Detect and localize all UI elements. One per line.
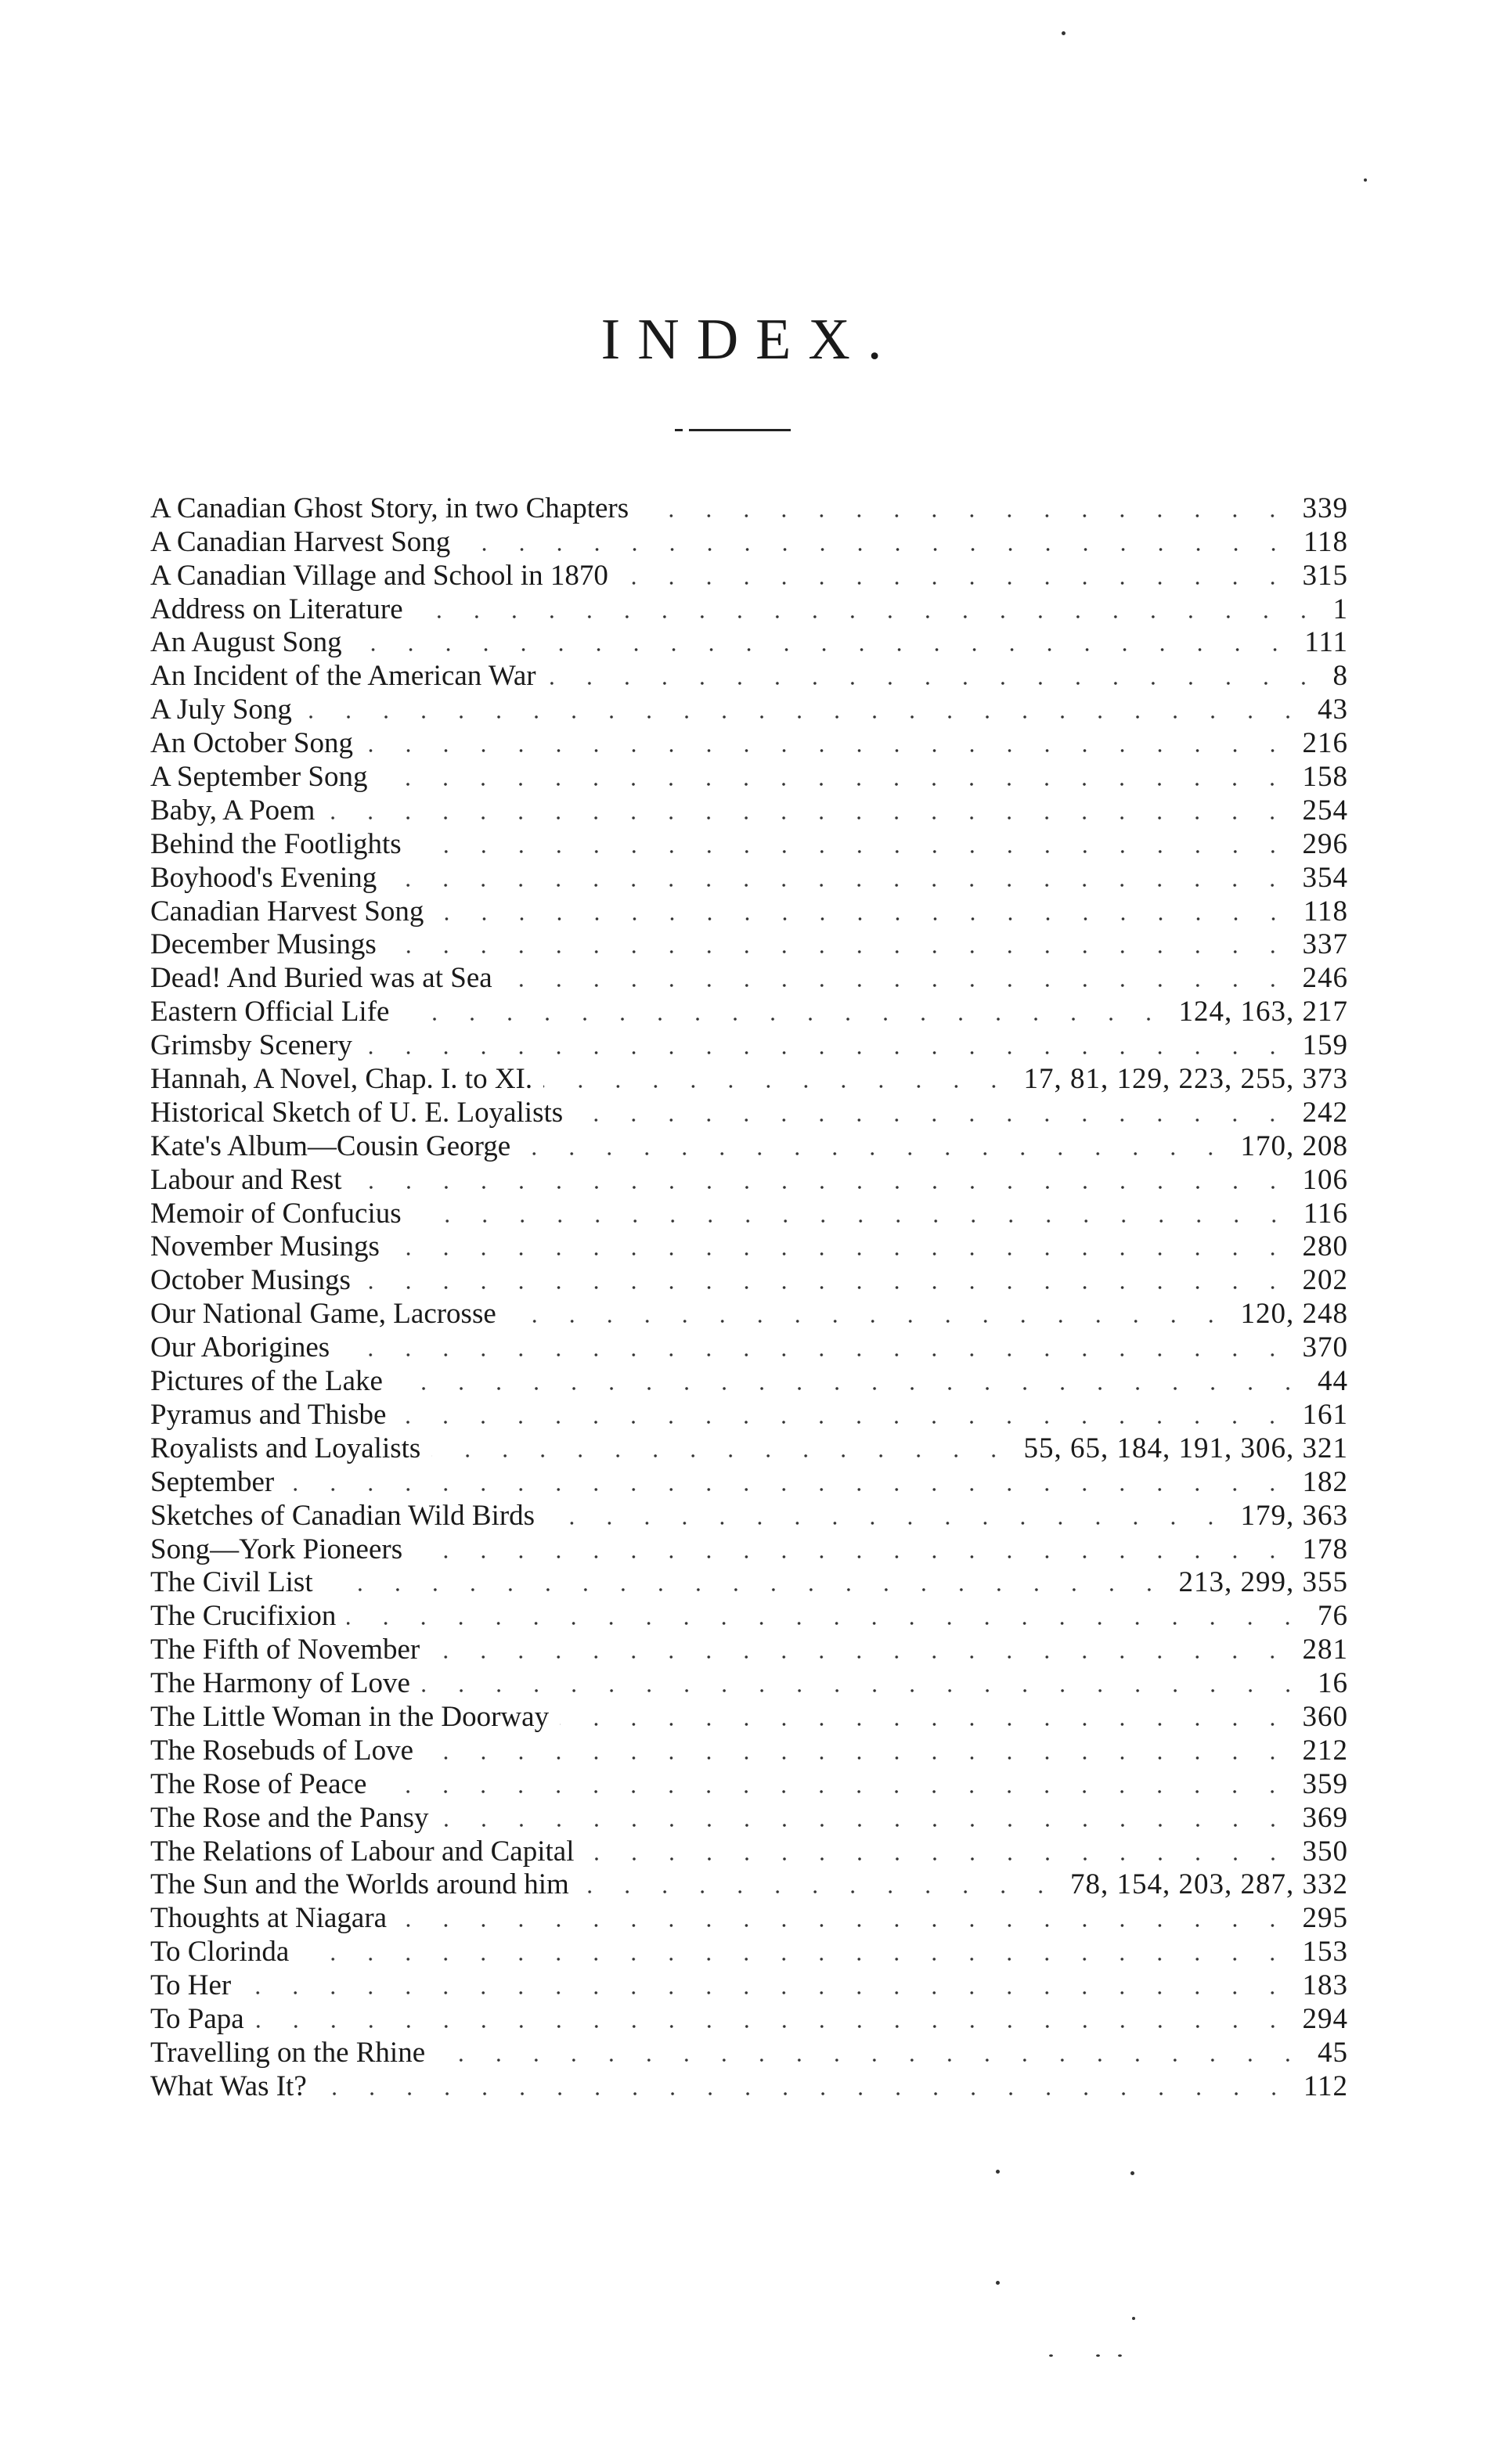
dot-leader bbox=[413, 1555, 1291, 1558]
dot-leader bbox=[363, 1051, 1292, 1054]
entry-title: October Musings bbox=[150, 1264, 351, 1297]
entry-title: To Papa bbox=[150, 2002, 244, 2035]
entry-title: Our National Game, Lacrosse bbox=[150, 1298, 496, 1331]
dot-leader bbox=[586, 1857, 1292, 1861]
dot-leader bbox=[461, 548, 1293, 551]
entry-title: December Musings bbox=[150, 928, 377, 961]
entry-pages: 153 bbox=[1302, 1936, 1348, 1969]
dot-leader bbox=[543, 1085, 1012, 1088]
entry-pages: 159 bbox=[1302, 1029, 1348, 1062]
entry-pages: 78, 154, 203, 287, 332 bbox=[1070, 1868, 1348, 1901]
dot-leader bbox=[377, 1790, 1291, 1793]
dot-leader bbox=[619, 582, 1292, 585]
index-entry bbox=[150, 559, 1348, 593]
dot-leader bbox=[388, 950, 1292, 953]
dot-leader bbox=[362, 1286, 1292, 1289]
dot-leader bbox=[421, 1689, 1307, 1692]
dot-leader bbox=[503, 984, 1292, 987]
entry-pages: 17, 81, 129, 223, 255, 373 bbox=[1023, 1063, 1348, 1096]
index-entry bbox=[150, 1566, 1348, 1600]
entry-title: To Her bbox=[150, 1969, 232, 2002]
entry-pages: 16 bbox=[1318, 1667, 1348, 1700]
entry-title: The Rose of Peace bbox=[150, 1767, 367, 1800]
entry-pages: 43 bbox=[1318, 693, 1348, 726]
entry-pages: 161 bbox=[1302, 1398, 1348, 1431]
entry-title: A Canadian Village and School in 1870 bbox=[150, 559, 608, 592]
index-entry bbox=[150, 995, 1348, 1028]
entry-title: Canadian Harvest Song bbox=[150, 895, 424, 928]
entry-title: Behind the Footlights bbox=[150, 827, 402, 860]
index-entry bbox=[150, 1062, 1348, 1096]
entry-pages: 370 bbox=[1302, 1331, 1348, 1364]
entry-title: What Was It? bbox=[150, 2070, 307, 2102]
entry-title: The Sun and the Worlds around him bbox=[150, 1868, 569, 1901]
entry-pages: 359 bbox=[1302, 1767, 1348, 1800]
index-entry bbox=[150, 626, 1348, 660]
dot-leader bbox=[300, 1958, 1291, 1961]
dot-leader bbox=[391, 1252, 1292, 1255]
index-entry bbox=[150, 1028, 1348, 1062]
dot-leader bbox=[318, 2092, 1293, 2095]
entry-pages: 202 bbox=[1302, 1264, 1348, 1297]
entry-title: Pictures of the Lake bbox=[150, 1365, 383, 1398]
dot-leader bbox=[431, 1655, 1291, 1659]
index-entry bbox=[150, 492, 1348, 525]
index-entry bbox=[150, 1533, 1348, 1566]
entry-pages: 124, 163, 217 bbox=[1178, 996, 1348, 1028]
entry-pages: 118 bbox=[1303, 525, 1348, 558]
entry-pages: 350 bbox=[1302, 1835, 1348, 1868]
index-entry bbox=[150, 1835, 1348, 1868]
page-speck bbox=[1118, 2354, 1122, 2357]
page-speck bbox=[1130, 2171, 1134, 2175]
index-entry bbox=[150, 794, 1348, 827]
entry-title: A Canadian Harvest Song bbox=[150, 525, 451, 558]
entry-pages: 1 bbox=[1332, 593, 1348, 625]
dot-leader bbox=[560, 1723, 1291, 1726]
entry-title: Royalists and Loyalists bbox=[150, 1432, 421, 1464]
entry-title: A July Song bbox=[150, 693, 292, 726]
entry-title: Our Aborigines bbox=[150, 1331, 330, 1364]
index-entry bbox=[150, 1969, 1348, 2002]
entry-pages: 118 bbox=[1303, 895, 1348, 928]
entry-title: A Canadian Ghost Story, in two Chapters bbox=[150, 492, 629, 524]
entry-title: The Little Woman in the Doorway bbox=[150, 1700, 550, 1733]
dot-leader bbox=[242, 1991, 1291, 1994]
index-entry bbox=[150, 1230, 1348, 1264]
dot-leader bbox=[413, 1219, 1293, 1223]
entry-pages: 212 bbox=[1302, 1734, 1348, 1767]
entry-pages: 339 bbox=[1302, 492, 1348, 524]
entry-pages: 354 bbox=[1302, 861, 1348, 894]
entry-title: An August Song bbox=[150, 626, 342, 659]
entry-title: November Musings bbox=[150, 1230, 380, 1263]
entry-pages: 294 bbox=[1302, 2002, 1348, 2035]
entry-title: To Clorinda bbox=[150, 1936, 290, 1969]
index-entry bbox=[150, 1129, 1348, 1163]
entry-title: Address on Literature bbox=[150, 593, 403, 625]
entry-title: Boyhood's Evening bbox=[150, 861, 377, 894]
index-entry bbox=[150, 1197, 1348, 1230]
index-entry bbox=[150, 726, 1348, 760]
dot-leader bbox=[440, 1824, 1292, 1827]
entry-pages: 158 bbox=[1302, 761, 1348, 794]
index-entry bbox=[150, 1297, 1348, 1331]
entry-pages: 44 bbox=[1318, 1365, 1348, 1398]
entry-title: The Crucifixion bbox=[150, 1600, 337, 1633]
dot-leader bbox=[324, 1588, 1168, 1591]
dot-leader bbox=[364, 749, 1292, 752]
index-entry bbox=[150, 1432, 1348, 1465]
entry-pages: 112 bbox=[1303, 2070, 1348, 2102]
dot-leader bbox=[424, 1756, 1291, 1760]
entry-title: The Civil List bbox=[150, 1566, 313, 1599]
index-entry bbox=[150, 1096, 1348, 1129]
entry-title: The Fifth of November bbox=[150, 1634, 420, 1666]
entry-title: Pyramus and Thisbe bbox=[150, 1398, 387, 1431]
entry-title: An October Song bbox=[150, 727, 353, 760]
entry-pages: 254 bbox=[1302, 794, 1348, 827]
index-entry bbox=[150, 525, 1348, 559]
index-entry bbox=[150, 1801, 1348, 1835]
index-entry bbox=[150, 2036, 1348, 2070]
dot-leader bbox=[434, 917, 1292, 920]
entry-pages: 76 bbox=[1318, 1600, 1348, 1633]
index-entry bbox=[150, 1666, 1348, 1700]
entry-pages: 8 bbox=[1332, 660, 1348, 693]
entry-pages: 106 bbox=[1302, 1163, 1348, 1196]
entry-title: The Rosebuds of Love bbox=[150, 1734, 414, 1767]
dot-leader bbox=[431, 1454, 1012, 1457]
index-entry bbox=[150, 1901, 1348, 1935]
entry-pages: 281 bbox=[1302, 1634, 1348, 1666]
entry-pages: 183 bbox=[1302, 1969, 1348, 2002]
page-speck bbox=[996, 2281, 1000, 2285]
index-list bbox=[150, 492, 1348, 2103]
entry-title: Kate's Album—Cousin George bbox=[150, 1129, 511, 1162]
page-speck bbox=[1364, 178, 1367, 182]
entry-pages: 213, 299, 355 bbox=[1178, 1566, 1348, 1599]
entry-pages: 315 bbox=[1302, 559, 1348, 592]
entry-pages: 116 bbox=[1303, 1197, 1348, 1230]
page-title: INDEX. bbox=[600, 308, 900, 372]
index-entry bbox=[150, 895, 1348, 928]
page-speck bbox=[1062, 31, 1066, 35]
index-entry bbox=[150, 1398, 1348, 1432]
entry-pages: 246 bbox=[1302, 962, 1348, 995]
index-entry bbox=[150, 693, 1348, 726]
entry-pages: 111 bbox=[1304, 626, 1348, 659]
entry-pages: 242 bbox=[1302, 1096, 1348, 1129]
dot-leader bbox=[413, 850, 1292, 853]
entry-title: The Harmony of Love bbox=[150, 1667, 410, 1700]
index-entry bbox=[150, 1599, 1348, 1633]
entry-title: The Relations of Labour and Capital bbox=[150, 1835, 575, 1868]
entry-pages: 170, 208 bbox=[1240, 1129, 1348, 1162]
page-speck bbox=[996, 2170, 1000, 2174]
dot-leader bbox=[285, 1488, 1291, 1491]
entry-title: The Rose and the Pansy bbox=[150, 1801, 429, 1834]
index-entry bbox=[150, 1734, 1348, 1767]
entry-title: Sketches of Canadian Wild Birds bbox=[150, 1499, 535, 1532]
dot-leader bbox=[398, 1924, 1291, 1927]
entry-title: A September Song bbox=[150, 761, 368, 794]
dot-leader bbox=[388, 884, 1291, 887]
entry-pages: 296 bbox=[1302, 827, 1348, 860]
page-speck bbox=[1132, 2317, 1135, 2320]
entry-pages: 280 bbox=[1302, 1230, 1348, 1263]
dot-leader bbox=[547, 682, 1322, 685]
entry-title: An Incident of the American War bbox=[150, 660, 536, 693]
entry-pages: 369 bbox=[1302, 1801, 1348, 1834]
index-entry bbox=[150, 1331, 1348, 1364]
dot-leader bbox=[303, 715, 1307, 719]
entry-pages: 178 bbox=[1302, 1533, 1348, 1565]
entry-title: Travelling on the Rhine bbox=[150, 2036, 426, 2069]
dot-leader bbox=[353, 1186, 1292, 1189]
entry-pages: 120, 248 bbox=[1240, 1298, 1348, 1331]
index-entry bbox=[150, 928, 1348, 962]
index-entry bbox=[150, 961, 1348, 995]
index-entry bbox=[150, 1364, 1348, 1398]
entry-title: Grimsby Scenery bbox=[150, 1029, 352, 1062]
index-entry bbox=[150, 861, 1348, 895]
entry-title: Labour and Rest bbox=[150, 1163, 342, 1196]
entry-title: Eastern Official Life bbox=[150, 996, 390, 1028]
index-entry bbox=[150, 1465, 1348, 1499]
dot-leader bbox=[546, 1522, 1229, 1525]
index-entry bbox=[150, 1700, 1348, 1734]
entry-title: Song—York Pioneers bbox=[150, 1533, 403, 1565]
index-entry bbox=[150, 760, 1348, 794]
title-rule bbox=[689, 429, 791, 431]
title-rule-dot bbox=[675, 429, 683, 431]
index-entry bbox=[150, 593, 1348, 626]
dot-leader bbox=[521, 1152, 1229, 1155]
index-entry bbox=[150, 2070, 1348, 2103]
index-entry bbox=[150, 1263, 1348, 1297]
index-entry bbox=[150, 659, 1348, 693]
entry-pages: 182 bbox=[1302, 1465, 1348, 1498]
index-entry bbox=[150, 1767, 1348, 1801]
index-entry bbox=[150, 1935, 1348, 1969]
entry-pages: 337 bbox=[1302, 928, 1348, 961]
entry-pages: 360 bbox=[1302, 1700, 1348, 1733]
dot-leader bbox=[580, 1890, 1059, 1893]
entry-pages: 45 bbox=[1318, 2036, 1348, 2069]
dot-leader bbox=[341, 1353, 1291, 1356]
entry-title: Thoughts at Niagara bbox=[150, 1902, 388, 1935]
page-speck bbox=[1096, 2354, 1100, 2357]
index-entry bbox=[150, 2002, 1348, 2036]
dot-leader bbox=[507, 1320, 1230, 1323]
index-entry bbox=[150, 1499, 1348, 1533]
dot-leader bbox=[394, 1387, 1307, 1390]
entry-title: Dead! And Buried was at Sea bbox=[150, 962, 492, 995]
entry-title: September bbox=[150, 1465, 275, 1498]
dot-leader bbox=[436, 2059, 1307, 2062]
dot-leader bbox=[326, 816, 1291, 820]
index-entry bbox=[150, 1163, 1348, 1197]
entry-pages: 216 bbox=[1302, 727, 1348, 760]
dot-leader bbox=[640, 514, 1291, 517]
index-entry bbox=[150, 1633, 1348, 1666]
dot-leader bbox=[400, 1018, 1167, 1021]
entry-pages: 179, 363 bbox=[1240, 1499, 1348, 1532]
entry-pages: 55, 65, 184, 191, 306, 321 bbox=[1023, 1432, 1348, 1464]
dot-leader bbox=[255, 2025, 1292, 2028]
dot-leader bbox=[353, 648, 1294, 651]
dot-leader bbox=[378, 783, 1291, 786]
entry-title: Memoir of Confucius bbox=[150, 1197, 402, 1230]
dot-leader bbox=[574, 1119, 1291, 1122]
page-speck bbox=[1049, 2354, 1053, 2357]
index-entry bbox=[150, 1868, 1348, 1902]
entry-title: Hannah, A Novel, Chap. I. to XI. bbox=[150, 1063, 533, 1096]
entry-pages: 295 bbox=[1302, 1902, 1348, 1935]
index-entry bbox=[150, 827, 1348, 861]
dot-leader bbox=[414, 615, 1322, 618]
entry-title: Baby, A Poem bbox=[150, 794, 316, 827]
entry-title: Historical Sketch of U. E. Loyalists bbox=[150, 1096, 564, 1129]
dot-leader bbox=[397, 1421, 1291, 1424]
dot-leader bbox=[347, 1622, 1307, 1625]
